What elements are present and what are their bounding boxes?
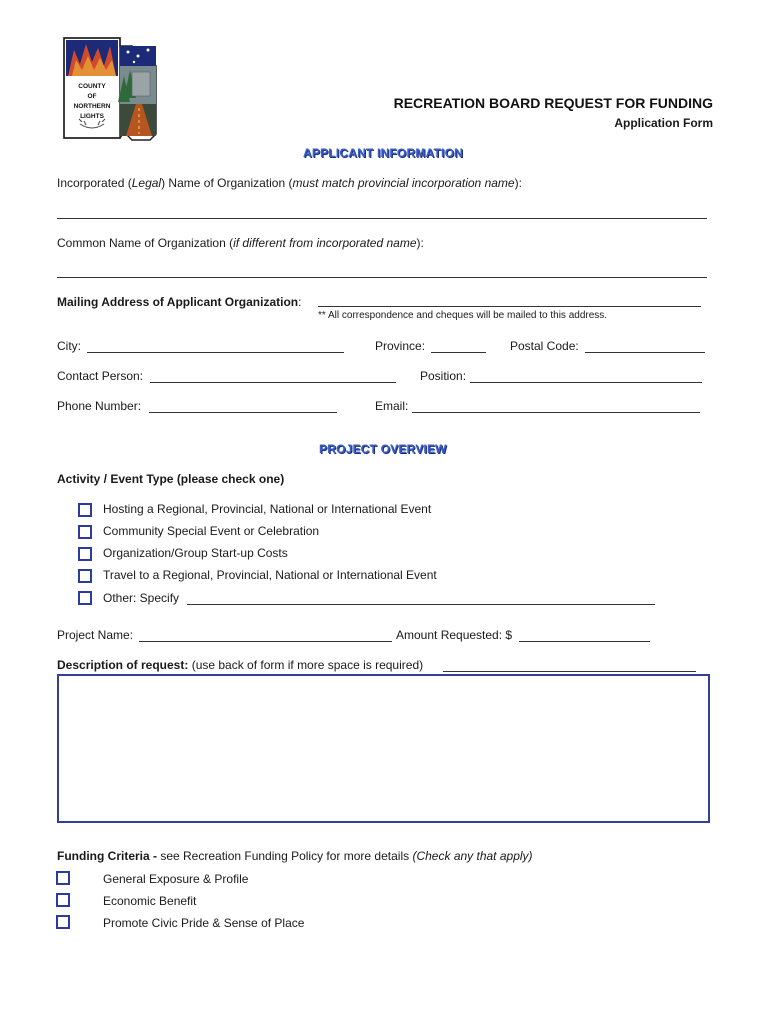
mailing-address-note: ** All correspondence and cheques will be mailed to this address. bbox=[318, 310, 608, 321]
form-subtitle: Application Form bbox=[614, 116, 713, 130]
city-field[interactable] bbox=[87, 352, 344, 353]
amount-requested-label: Amount Requested: $ bbox=[396, 628, 513, 642]
funding-label-text: Funding Criteria - bbox=[57, 849, 157, 863]
description-label bbox=[57, 658, 423, 672]
logo-text-line-2: OF bbox=[87, 93, 97, 100]
postal-code-label: Postal Code: bbox=[510, 339, 579, 353]
funding-checkbox-civic-pride[interactable] bbox=[56, 915, 70, 929]
incorporated-text-1: Incorporated ( bbox=[57, 176, 132, 190]
city-label: City: bbox=[57, 339, 81, 353]
activity-checkbox-community[interactable] bbox=[78, 525, 92, 539]
email-field[interactable] bbox=[412, 412, 700, 413]
incorporated-note: must match provincial incorporation name bbox=[292, 176, 515, 190]
activity-option-startup: Organization/Group Start-up Costs bbox=[103, 546, 288, 560]
project-name-label: Project Name: bbox=[57, 628, 134, 642]
funding-checkbox-exposure[interactable] bbox=[56, 871, 70, 885]
province-label: Province: bbox=[375, 339, 426, 353]
form-title: RECREATION BOARD REQUEST FOR FUNDING bbox=[393, 95, 713, 111]
contact-person-label: Contact Person: bbox=[57, 369, 144, 383]
activity-option-hosting: Hosting a Regional, Provincial, National or International Event bbox=[103, 502, 432, 516]
funding-option-exposure: General Exposure & Profile bbox=[103, 872, 249, 886]
description-inline-field[interactable] bbox=[443, 671, 696, 672]
description-label-text: Description of request: bbox=[57, 658, 189, 672]
mailing-label-text: Mailing Address of Applicant Organization bbox=[57, 295, 299, 309]
activity-type-label: Activity / Event Type (please check one) bbox=[57, 472, 285, 486]
other-specify-field[interactable] bbox=[187, 604, 655, 605]
phone-number-label: Phone Number: bbox=[57, 399, 142, 413]
logo-text-line-4: LIGHTS bbox=[80, 113, 104, 120]
activity-checkbox-travel[interactable] bbox=[78, 569, 92, 583]
common-name-label bbox=[57, 236, 424, 250]
email-label: Email: bbox=[375, 399, 409, 413]
mailing-label-colon: : bbox=[298, 295, 302, 309]
county-logo bbox=[62, 36, 162, 142]
activity-checkbox-other[interactable] bbox=[78, 591, 92, 605]
mailing-address-label bbox=[57, 295, 301, 309]
common-text-2: ): bbox=[416, 236, 424, 250]
funding-option-civic-pride: Promote Civic Pride & Sense of Place bbox=[103, 916, 305, 930]
phone-number-field[interactable] bbox=[149, 412, 337, 413]
activity-option-community: Community Special Event or Celebration bbox=[103, 524, 320, 538]
position-field[interactable] bbox=[470, 382, 702, 383]
contact-person-field[interactable] bbox=[150, 382, 396, 383]
common-note: if different from incorporated name bbox=[233, 236, 417, 250]
incorporated-legal: Legal bbox=[131, 176, 162, 190]
activity-checkbox-startup[interactable] bbox=[78, 547, 92, 561]
incorporated-name-label bbox=[57, 176, 522, 190]
amount-requested-field[interactable] bbox=[519, 641, 650, 642]
activity-checkbox-hosting[interactable] bbox=[78, 503, 92, 517]
common-text-1: Common Name of Organization ( bbox=[57, 236, 234, 250]
activity-option-other: Other: Specify bbox=[103, 591, 180, 605]
funding-option-economic: Economic Benefit bbox=[103, 894, 197, 908]
project-name-field[interactable] bbox=[139, 641, 392, 642]
province-field[interactable] bbox=[431, 352, 486, 353]
postal-code-field[interactable] bbox=[585, 352, 705, 353]
logo-text-line-3: NORTHERN bbox=[73, 103, 111, 110]
position-label: Position: bbox=[420, 369, 467, 383]
incorporated-text-2: ) Name of Organization ( bbox=[161, 176, 293, 190]
applicant-section-heading: APPLICANT INFORMATION bbox=[303, 146, 463, 160]
common-name-field[interactable] bbox=[57, 277, 707, 278]
incorporated-text-3: ): bbox=[514, 176, 522, 190]
logo-text-line-1: COUNTY bbox=[78, 83, 106, 90]
project-section-heading: PROJECT OVERVIEW bbox=[319, 442, 447, 456]
funding-text: see Recreation Funding Policy for more details bbox=[157, 849, 413, 863]
description-textarea[interactable] bbox=[57, 674, 710, 823]
funding-criteria-label bbox=[57, 849, 533, 863]
description-hint: (use back of form if more space is required) bbox=[188, 658, 424, 672]
funding-checkbox-economic[interactable] bbox=[56, 893, 70, 907]
mailing-address-field[interactable] bbox=[318, 306, 701, 307]
incorporated-name-field[interactable] bbox=[57, 218, 707, 219]
funding-hint: (Check any that apply) bbox=[412, 849, 533, 863]
activity-option-travel: Travel to a Regional, Provincial, National or International Event bbox=[103, 568, 437, 582]
